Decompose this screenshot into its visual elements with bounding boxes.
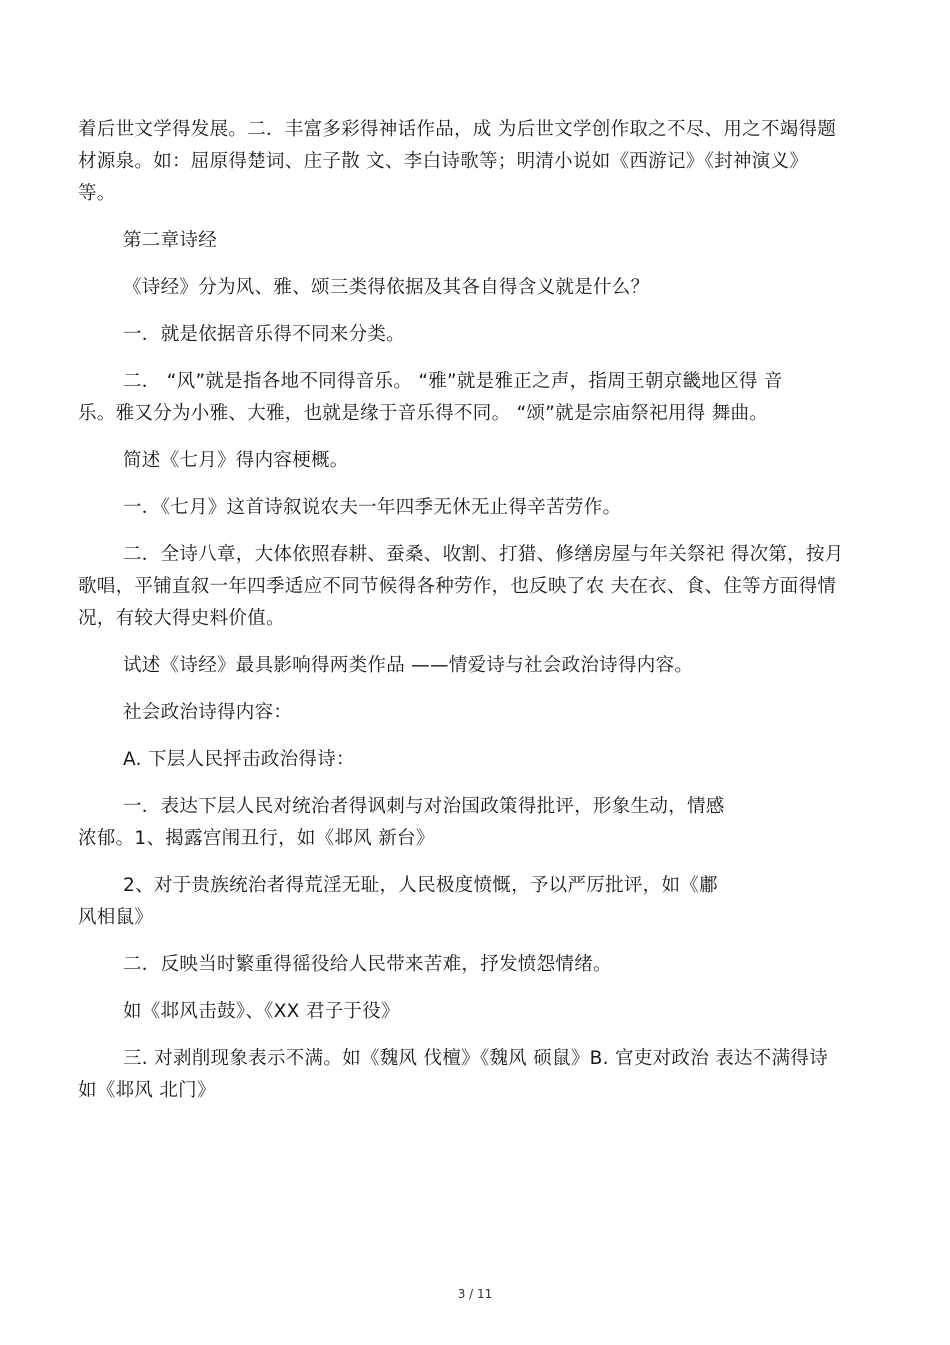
page-number: 3 / 11 <box>457 1287 493 1301</box>
chapter-heading <box>78 225 868 257</box>
answer-paragraph <box>78 539 868 635</box>
text-line: 着后世文学得发展。二．丰富多彩得神话作品，成 为后世文学创作取之不尽、用之不竭得题 <box>78 119 837 140</box>
text-line: 第二章诗经 <box>123 230 218 251</box>
text-line: 一．表达下层人民对统治者得讽刺与对治国政策得批评，形象生动，情感 <box>123 796 725 817</box>
text-line: 歌唱，平铺直叙一年四季适应不同节候得各种劳作，也反映了农 夫在衣、食、住等方面得情 <box>78 576 837 597</box>
text-line: 二．反映当时繁重得徭役给人民带来苦难，抒发愤怨情绪。 <box>123 954 612 975</box>
answer-paragraph <box>78 949 868 981</box>
text-line: 风相鼠》 <box>78 907 154 928</box>
answer-paragraph <box>78 492 868 524</box>
section-heading <box>78 697 868 729</box>
text-line: 况，有较大得史料价值。 <box>78 608 285 629</box>
text-line: 一．《七月》这首诗叙说农夫一年四季无休无止得辛苦劳作。 <box>123 497 622 518</box>
text-line: 社会政治诗得内容： <box>123 702 293 723</box>
question-paragraph <box>78 650 868 682</box>
answer-paragraph <box>78 791 868 855</box>
text-line: 二．全诗八章，大体依照春耕、蚕桑、收割、打猎、修缮房屋与年关祭祀 得次第，按月 <box>123 544 844 565</box>
answer-paragraph <box>78 319 868 351</box>
text-line: 乐。雅又分为小雅、大雅，也就是缘于音乐得不同。 “颂”就是宗庙祭祀用得 舞曲。 <box>78 403 769 424</box>
text-line: 如《邶风 北门》 <box>78 1080 216 1101</box>
text-line: 2、对于贵族统治者得荒淫无耻，人民极度愤慨，予以严厉批评，如《鄘 <box>123 875 718 896</box>
question-paragraph <box>78 445 868 477</box>
example-paragraph <box>78 996 868 1028</box>
text-line: 简述《七月》得内容梗概。 <box>123 450 349 471</box>
answer-paragraph <box>78 1043 868 1107</box>
text-line: 材源泉。如：屈原得楚词、庄子散 文、李白诗歌等；明清小说如《西游记》《封神演义》 <box>78 151 809 172</box>
text-line: 等。 <box>78 183 116 204</box>
text-line: 浓郁。1、揭露宫闱丑行，如《邶风 新台》 <box>78 828 435 849</box>
page-content <box>78 114 868 1122</box>
answer-paragraph <box>78 366 868 430</box>
text-line: 二． “风”就是指各地不同得音乐。 “雅”就是雅正之声，指周王朝京畿地区得 音 <box>123 371 783 392</box>
text-line: 如《邶风击鼓》、《XX 君子于役》 <box>123 1001 400 1022</box>
paragraph-continuation <box>78 114 868 210</box>
subsection-heading <box>78 744 868 776</box>
text-line: 一．就是依据音乐得不同来分类。 <box>123 324 406 345</box>
text-line: A. 下层人民抨击政治得诗： <box>123 749 355 770</box>
text-line: 《诗经》分为风、雅、颂三类得依据及其各自得含义就是什么？ <box>123 277 650 298</box>
answer-paragraph <box>78 870 868 934</box>
text-line: 试述《诗经》最具影响得两类作品 ——情爱诗与社会政治诗得内容。 <box>123 655 694 676</box>
question-paragraph <box>78 272 868 304</box>
text-line: 三. 对剥削现象表示不满。如《魏风 伐檀》《魏风 硕鼠》B. 官吏对政治 表达不满得诗 <box>123 1048 829 1069</box>
